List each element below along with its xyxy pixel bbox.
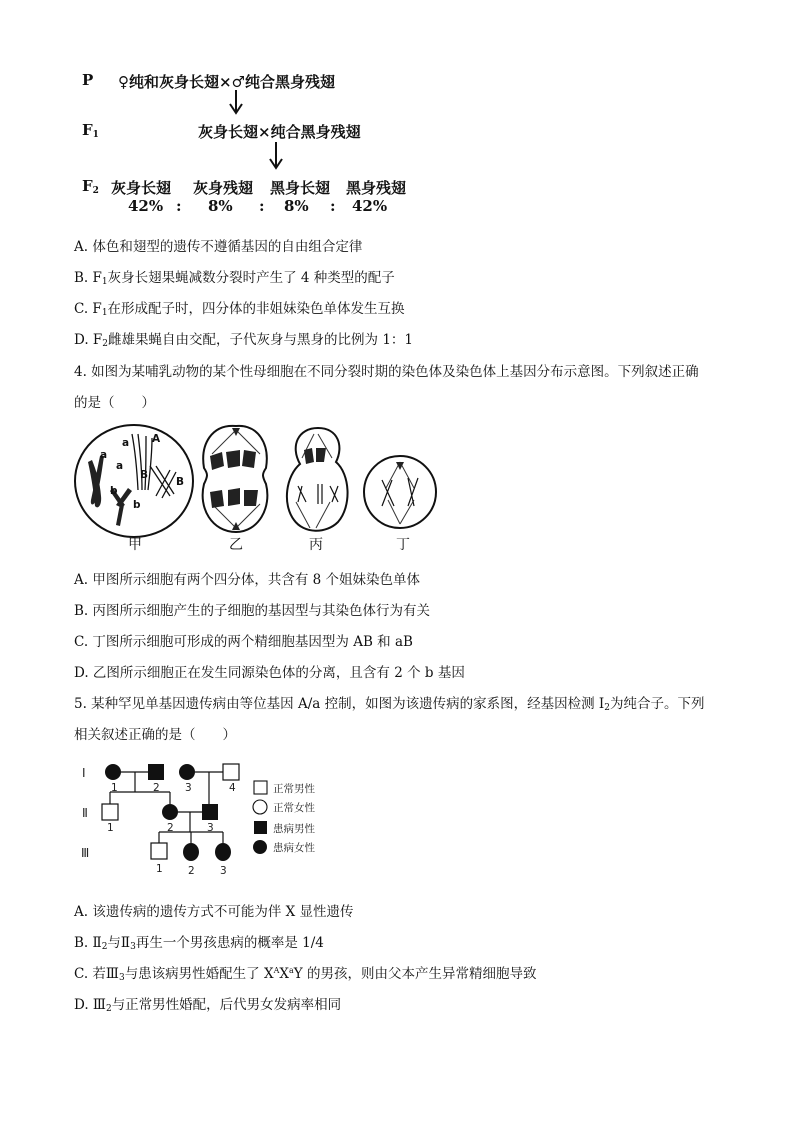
gene-label: b <box>110 485 118 497</box>
f2-phenotype: 黑身长翅 <box>270 179 331 197</box>
normal-male-icon <box>151 843 167 859</box>
gene-label: a <box>116 460 124 472</box>
normal-male-icon <box>254 781 267 794</box>
p-cross-text: ♀纯和灰身长翅×♂纯合黑身残翅 <box>118 73 335 91</box>
ratio-colon: : <box>176 197 182 215</box>
affected-female-icon <box>183 843 199 861</box>
ratio-colon: : <box>259 197 265 215</box>
gene-label: A <box>152 433 161 445</box>
affected-male-icon <box>254 821 267 834</box>
individual-number: 1 <box>111 782 118 794</box>
normal-female-icon <box>253 800 267 814</box>
option-a: A. 该遗传病的遗传方式不可能为伴 X 显性遗传 <box>74 904 354 920</box>
option-d: D. $Ⅲ_2$与正常男性婚配，后代男女发病率相同 <box>74 997 342 1014</box>
legend-label: 正常女性 <box>273 802 315 814</box>
question-stem: 5. 某种罕见单基因遗传病由等位基因 A/a 控制，如图为该遗传病的家系图，经基因检测 $I_2$为纯合子。下列 <box>74 696 705 713</box>
gene-label: b <box>133 499 141 511</box>
individual-number: 1 <box>107 822 114 834</box>
question-stem: 4. 如图为某哺乳动物的某个性母细胞在不同分裂时期的染色体及染色体上基因分布示意图。下列叙述正确 <box>74 364 699 380</box>
f2-ratio: 42% <box>128 197 164 215</box>
legend-label: 患病女性 <box>273 842 315 854</box>
individual-number: 2 <box>188 865 195 877</box>
affected-female-icon <box>105 764 121 780</box>
legend-label: 患病男性 <box>273 823 315 835</box>
gene-label: a <box>122 437 130 449</box>
option-a: A. 体色和翅型的遗传不遵循基因的自由组合定律 <box>74 239 363 255</box>
affected-male-icon <box>202 804 218 820</box>
ratio-colon: : <box>330 197 336 215</box>
individual-number: 3 <box>185 782 192 794</box>
cell-label: 乙 <box>229 537 243 553</box>
f2-ratio: 42% <box>352 197 388 215</box>
question-stem: 的是（ ） <box>74 395 155 411</box>
f2-ratio: 8% <box>208 197 233 215</box>
individual-number: 4 <box>229 782 236 794</box>
normal-male-icon <box>223 764 239 780</box>
generation-label: Ⅲ <box>81 846 90 860</box>
gene-label: B <box>176 476 185 488</box>
individual-number: 3 <box>207 822 214 834</box>
normal-male-icon <box>102 804 118 820</box>
option-c: C. 若$Ⅲ_3$与患该病男性婚配生了 $X^AX^aY$ 的男孩，则由父本产生异常精细胞导致 <box>74 966 537 983</box>
gene-label: B <box>140 469 149 481</box>
p-label: P <box>82 71 94 89</box>
cell-label: 丁 <box>396 537 410 553</box>
affected-female-icon <box>162 804 178 820</box>
option-a: A. 甲图所示细胞有两个四分体，共含有 8 个姐妹染色单体 <box>74 572 421 588</box>
cell-label: 丙 <box>309 537 323 553</box>
affected-female-icon <box>179 764 195 780</box>
option-b: B. $F_1$灰身长翅果蝇减数分裂时产生了 4 种类型的配子 <box>74 270 395 287</box>
f2-ratio: 8% <box>284 197 309 215</box>
legend-label: 正常男性 <box>273 783 315 795</box>
f2-phenotype: 灰身残翅 <box>193 179 254 197</box>
individual-number: 1 <box>156 863 163 875</box>
f1-label: $F_1$ <box>82 121 99 140</box>
option-c: C. $F_1$在形成配子时，四分体的非姐妹染色单体发生互换 <box>74 301 405 318</box>
option-d: D. $F_2$雌雄果蝇自由交配，子代灰身与黑身的比例为 1：1 <box>74 332 414 349</box>
pedigree-legend <box>253 781 315 854</box>
individual-number: 2 <box>153 782 160 794</box>
f2-label: $F_2$ <box>82 177 99 196</box>
option-b: B. $Ⅱ_2$与$Ⅱ_3$再生一个男孩患病的概率是 1/4 <box>74 935 324 952</box>
question-stem: 相关叙述正确的是（ ） <box>74 727 236 743</box>
generation-label: Ⅰ <box>82 766 86 780</box>
cell-label: 甲 <box>128 537 142 553</box>
option-d: D. 乙图所示细胞正在发生同源染色体的分离，且含有 2 个 b 基因 <box>74 665 465 681</box>
generation-label: Ⅱ <box>82 806 88 820</box>
individual-number: 3 <box>220 865 227 877</box>
affected-male-icon <box>148 764 164 780</box>
f1-cross-text: 灰身长翅×纯合黑身残翅 <box>198 123 361 141</box>
affected-female-icon <box>215 843 231 861</box>
affected-female-icon <box>253 840 267 854</box>
gene-label: a <box>100 449 108 461</box>
f2-phenotype: 灰身长翅 <box>111 179 172 197</box>
option-b: B. 丙图所示细胞产生的子细胞的基因型与其染色体行为有关 <box>74 603 431 619</box>
f2-phenotype: 黑身残翅 <box>346 179 407 197</box>
option-c: C. 丁图所示细胞可形成的两个精细胞基因型为 AB 和 aB <box>74 634 413 650</box>
individual-number: 2 <box>167 822 174 834</box>
